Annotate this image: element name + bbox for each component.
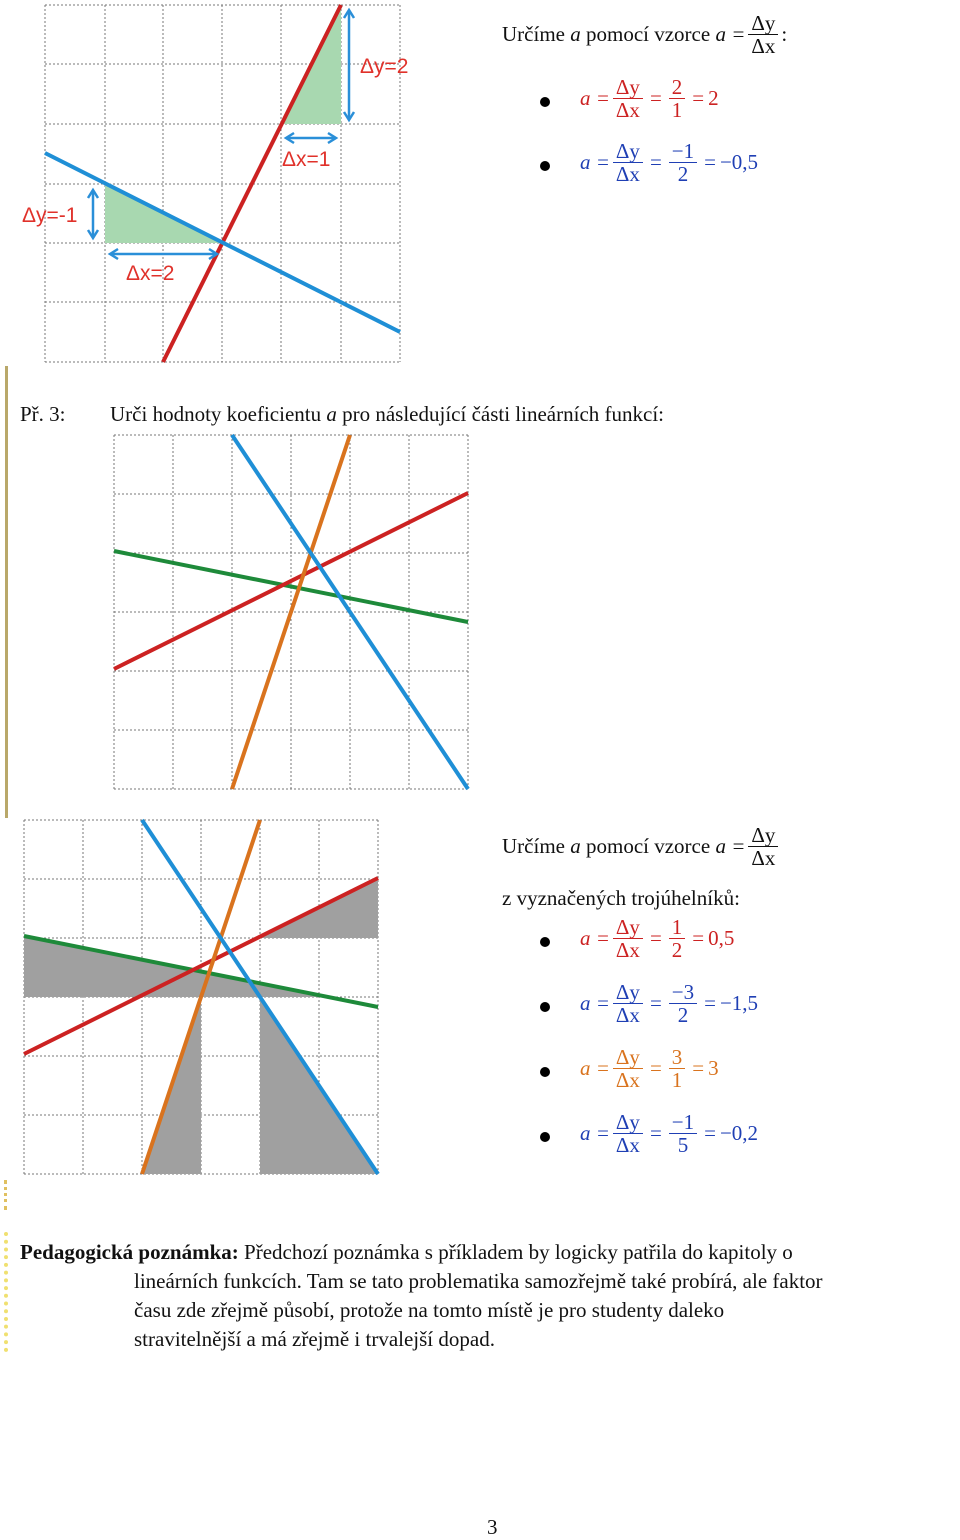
- exercise-heading: [20, 402, 66, 427]
- page-number: 3: [487, 1515, 498, 1539]
- top-intro: Určíme a pomocí vzorce a = $\frac{\Delta y}{\Delta x}$ :: [502, 11, 788, 59]
- exercise-text: Urči hodnoty koeficientu a pro následující části lineárních funkcí:: [110, 402, 664, 426]
- note-label: Pedagogická poznámka:: [20, 1240, 239, 1264]
- solution-intro: Určíme a pomocí vzorce a = $\frac{\Delta y}{\Delta x}$: [502, 824, 781, 869]
- formula-red: a = $\frac{\Delta y}{\Delta x}$ = $\frac{1}{2}$ = 0,5: [580, 915, 735, 963]
- dy-label-red: Δy=2: [360, 55, 409, 78]
- pedagogical-note: Pedagogická poznámka: Předchozí poznámka s příkladem by logicky patřila do kapitoly o lineárních funkcích. Tam se tato problematika samozřejmě také probírá, ale faktor času zde zřejmě působí, protože na tomto místě je pro studenty daleko stravitelnější a má zřejmě i trvalejší dopad.: [20, 1240, 823, 1351]
- bullet: [540, 1067, 550, 1077]
- solution-intro2: z vyznačených trojúhelníků:: [502, 886, 740, 910]
- bullet: [540, 1132, 550, 1142]
- dy-label-blue: Δy=-1: [22, 204, 78, 227]
- formula-blue-2: a = $\frac{\Delta y}{\Delta x}$ = $\frac{-1}{5}$ = −0,2: [580, 1110, 759, 1158]
- formula-blue: a = $\frac{\Delta y}{\Delta x}$ = $\frac{-3}{2}$ = −1,5: [580, 980, 759, 1028]
- exercise-graph: [100, 425, 480, 800]
- solution-graph: [10, 810, 390, 1185]
- formula-red: a = $\frac{\Delta y}{\Delta x}$ = $\frac{2}{1}$ = 2: [580, 75, 719, 123]
- margin-bar-note: [4, 1232, 12, 1352]
- dx-label-blue: Δx=2: [126, 262, 175, 285]
- formula-orange: a = $\frac{\Delta y}{\Delta x}$ = $\frac{3}{1}$ = 3: [580, 1045, 719, 1093]
- bullet: [540, 937, 550, 947]
- dx-label-red: Δx=1: [282, 148, 331, 171]
- bullet: [540, 1002, 550, 1012]
- bullet: [540, 97, 550, 107]
- exercise-label: Př. 3:: [20, 402, 66, 426]
- bullet: [540, 161, 550, 171]
- margin-bar: [5, 366, 8, 818]
- formula-blue: a = $\frac{\Delta y}{\Delta x}$ = $\frac{-1}{2}$ = −0,5: [580, 139, 759, 187]
